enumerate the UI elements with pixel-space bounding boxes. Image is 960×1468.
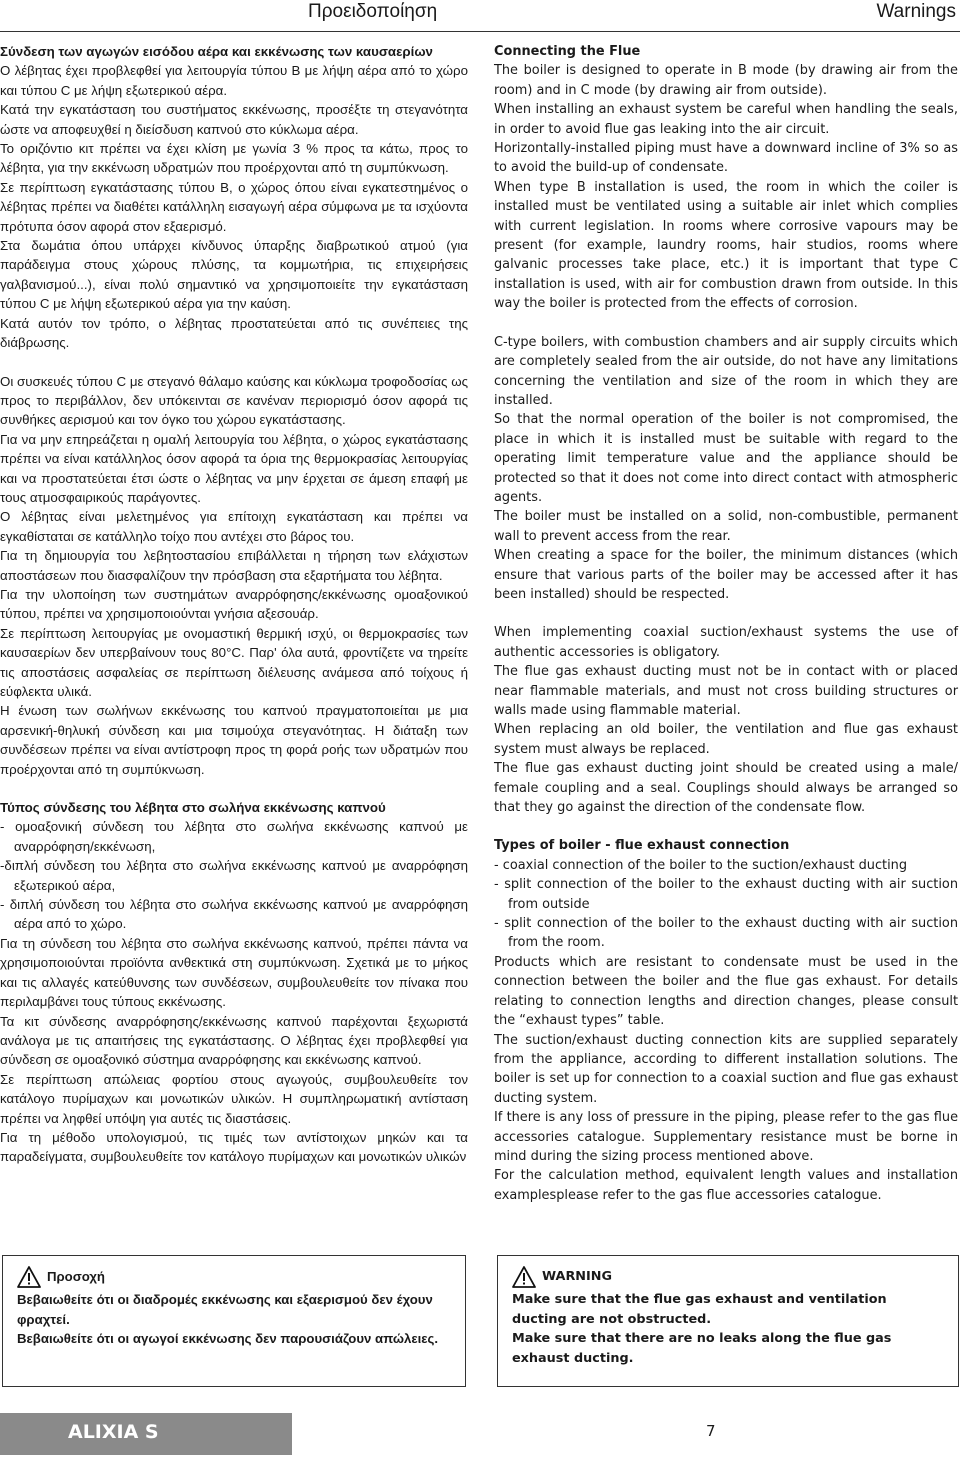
paragraph: Ο λέβητας είναι μελετημένος για επίτοιχη εγκατάσταση και πρέπει να εγκαθίσταται σε κατάλληλο τοίχο που αντέχει στο βάρος του. [0,509,468,544]
list-item: - split connection of the boiler to the exhaust ducting with air suction from the room. [494,916,958,951]
paragraph: The suction/exhaust ducting connection kits are supplied separately from the appliance, according to different installation solutions. The boiler is set up for connection to a coaxial suction and flue gas exhaust ducting system. [494,1032,958,1106]
paragraph: For the calculation method, equivalent length values and installation examplesplease refer to the gas flue accessories catalogue. [494,1168,958,1203]
page-number: 7 [706,1422,716,1440]
footer-product-banner [0,1413,292,1455]
paragraph: C-type boilers, with combustion chambers and air supply circuits which are completely sealed from the air outside, do not have any limitations concerning the ventilation and size of the room in which they are installed. [494,334,958,408]
paragraph: Για τη μέθοδο υπολογισμού, τις τιμές των αντίστοιχων μηκών και τα παραδείγματα, συμβουλευθείτε τον κατάλογο πυρίμαχων και μονωτικών υλικών [0,1129,468,1165]
paragraph: Για τη δημιουργία του λεβητοστασίου επιβάλλεται η τήρηση των ελάχιστων αποστάσεων που διασφαλίζουν την πρόσβαση στα εξαρτήματα του λέβητα. [0,548,468,583]
paragraph: Για την υλοποίηση των συστημάτων αναρρόφησης/εκκένωσης ομοαξονικού τύπου, πρέπει να χρησιμοποιούνται γνήσια αξεσουάρ. [0,586,468,622]
paragraph: When creating a space for the boiler, the minimum distances (which ensure that various parts of the boiler may be accessed after it has been installed) should be respected. [494,548,958,602]
warning-text: Βεβαιωθείτε ότι οι διαδρομές εκκένωσης και εξαερισμού δεν έχουν φραχτεί. [17,1292,433,1327]
paragraph: Σε περίπτωση εγκατάστασης τύπου B, ο χώρος όπου είναι εγκατεστημένος ο λέβητας πρέπει να διαθέτει κατάλληλη εισαγωγή αέρα σύμφωνα με τα ισχύοντα πρότυπα όσον αφορά στον εξαερισμό. [0,179,468,234]
warning-title: Προσοχή [47,1269,105,1285]
section-title: Types of boiler - flue exhaust connection [494,838,790,854]
english-column [494,42,958,1205]
warning-triangle-icon [512,1266,536,1288]
warning-triangle-icon [17,1266,41,1288]
list-item: - split connection of the boiler to the exhaust ducting with air suction from outside [494,877,958,912]
list-item: - διπλή σύνδεση του λέβητα στο σωλήνα εκκένωσης καπνού με αναρρόφηση αέρα από το χώρο. [0,897,468,932]
list-item: - coaxial connection of the boiler to the suction/exhaust ducting [494,857,908,873]
header-title-english: Warnings [876,1,956,22]
paragraph: Στα δωμάτια όπου υπάρχει κίνδυνος ύπαρξης διαβρωτικού ατμού (για παράδειγμα στους χώρους πλύσης, τα κομμωτήρια, τις επιχειρήσεις γαλβανισμού...), είναι πολύ σημαντικό να χρησιμοποιείτε την εγκατάσταση τύπου C με λήψη εξωτερικού αέρα για την καύση. [0,238,468,312]
paragraph: Products which are resistant to condensate must be used in the connection between the boiler and the flue gas exhaust. For details relating to connection lengths and direction changes, please consult the “exhaust types” table. [494,954,958,1029]
paragraph: Το οριζόντιο κιτ πρέπει να έχει κλίση με γωνία 3 % προς τα κάτω, προς το λέβητα, για την εκκένωση υδρατμών που προέρχονται από τη συμπύκνωση. [0,141,468,176]
list-item: -διπλή σύνδεση του λέβητα στο σωλήνα εκκένωσης καπνού με αναρρόφηση εξωτερικού αέρα, [0,858,468,893]
section-title: Σύνδεση των αγωγών εισόδου αέρα και εκκένωσης των καυσαερίων [0,44,433,59]
paragraph: Οι συσκευές τύπου C με στεγανό θάλαμο καύσης και κύκλωμα τροφοδοσίας ως προς το περιβάλλον, δεν υπόκεινται σε κανέναν περιορισμό όσον αφορά τις συνθήκες αερισμού και τον όγκο του χώρου εγκατάστασης. [0,373,468,428]
paragraph: Η ένωση των σωλήνων εκκένωσης του καπνού πραγματοποιείται με μια αρσενική-θηλυκή σύνδεση και μια τσιμούχα στεγανότητας. Η διάταξη των συνδέσεων πρέπει να είναι αντίστροφη προς τη φορά ροής των υδρατμών που προέρχονται από τη συμπύκνωση. [0,703,468,777]
paragraph: When type B installation is used, the room in which the coiler is installed must be ventilated using a suitable air inlet which complies with current legislation. In rooms where corrosive vapours may be present (for example, laundry rooms, hair studios, rooms where galvanic processes take place, etc.) it is important that type C installation is used, with air for combustion drawn from outside. In this way the boiler is protected from the effects of corrosion. [494,179,958,312]
list-item: - ομοαξονική σύνδεση του λέβητα στο σωλήνα εκκένωσης καπνού με αναρρόφηση/εκκένωση, [0,819,468,854]
paragraph: The flue gas exhaust ducting joint should be created using a male/ female coupling and a seal. Couplings should always be arranged so that they go against the direction of the condensate flow. [494,761,958,816]
warning-text: Make sure that the flue gas exhaust and ventilation ducting are not obstructed. [512,1292,887,1327]
page-header [0,0,960,32]
paragraph: So that the normal operation of the boiler is not compromised, the place in which it is installed must be suitable with regard to the operating limit temperature value and the appliance should be protected so that it does not come into direct contact with atmospheric agents. [494,412,958,505]
product-name: ALIXIA S [68,1421,159,1443]
paragraph: Σε περίπτωση λειτουργίας με ονομαστική θερμική ισχύ, οι θερμοκρασίες των καυσαερίων δεν υπερβαίνουν τους 80°C. Παρ' όλα αυτά, φροντίζετε να τηρείτε τις αποστάσεις ασφαλείας σε περίπτωση διέλευσης ανάμεσα από τοίχους ή εύφλεκτα υλικά. [0,625,468,699]
warning-text: Make sure that there are no leaks along the flue gas exhaust ducting. [512,1331,892,1366]
warning-title: WARNING [542,1269,612,1285]
paragraph: Για τη σύνδεση του λέβητα στο σωλήνα εκκένωσης καπνού, πρέπει πάντα να χρησιμοποιούνται προϊόντα ανθεκτικά στη συμπύκνωση. Σχετικά με το μήκος και τις αλλαγές κατεύθυνσης των συνδέσεων, συμβουλευθείτε τον πίνακα που περιλαμβάνει τους τύπους εκκένωσης. [0,935,468,1010]
paragraph: Horizontally-installed piping must have a downward incline of 3% so as to avoid the build-up of condensate. [494,141,958,176]
paragraph: Τα κιτ σύνδεσης αναρρόφησης/εκκένωσης καπνού παρέχονται ξεχωριστά ανάλογα με τις απαιτήσεις της εγκατάστασης. Ο λέβητας έχει προβλεφθεί για σύνδεση σε ομοαξονικό σύστημα αναρρόφησης και εκκένωσης καπνού. [0,1013,468,1068]
paragraph: Σε περίπτωση απώλειας φορτίου στους αγωγούς, συμβουλευθείτε τον κατάλογο πυρίμαχων και μονωτικών υλικών. Η συμπληρωματική αντίσταση πρέπει να ληφθεί υπόψη για αυτές τις διαστάσεις. [0,1071,468,1126]
warning-box-english [497,1255,959,1387]
warning-box-greek [2,1255,466,1387]
paragraph: The flue gas exhaust ducting must not be in contact with or placed near flammable materials, and must not cross building structures or walls made using flammable material. [494,664,958,718]
paragraph: Για να μην επηρεάζεται η ομαλή λειτουργία του λέβητα, ο χώρος εγκατάστασης πρέπει να είναι κατάλληλος όσον αφορά τα όρια της θερμοκρασίας λειτουργίας και να προστατεύεται έτσι ώστε ο λέβητας να μην έρχεται σε άμεση επαφή με τους ατμοσφαιρικούς παράγοντες. [0,431,468,505]
section-title: Τύπος σύνδεσης του λέβητα στο σωλήνα εκκένωσης καπνού [0,800,386,816]
header-title-greek: Προειδοποίηση [308,1,438,22]
paragraph: When replacing an old boiler, the ventilation and flue gas exhaust system must always be replaced. [494,722,958,757]
greek-column [0,42,468,1167]
paragraph: Ο λέβητας έχει προβλεφθεί για λειτουργία τύπου B με λήψη αέρα από το χώρο και τύπου C με λήψη εξωτερικού αέρα. [0,63,468,98]
paragraph: Κατά αυτόν τον τρόπο, ο λέβητας προστατεύεται από τις συνέπειες της διάβρωσης. [0,315,468,351]
paragraph: When installing an exhaust system be careful when handling the seals, in order to avoid flue gas leaking into the air circuit. [494,102,958,137]
paragraph: The boiler is designed to operate in B mode (by drawing air from the room) and in C mode (by drawing air from outside). [494,63,958,98]
warning-text: Βεβαιωθείτε ότι οι αγωγοί εκκένωσης δεν παρουσιάζουν απώλειες. [17,1331,439,1347]
paragraph: If there is any loss of pressure in the piping, please refer to the gas flue accessories catalogue. Supplementary resistance must be borne in mind during the sizing process mentioned above. [494,1110,958,1164]
section-title: Connecting the Flue [494,44,641,59]
paragraph: The boiler must be installed on a solid, non-combustible, permanent wall to prevent access from the rear. [494,509,958,544]
paragraph: Κατά την εγκατάσταση του συστήματος εκκένωσης, προσέξτε τη στεγανότητα ώστε να αποφευχθεί η διείσδυση καπνού στο κύκλωμα αέρα. [0,102,468,137]
paragraph: When implementing coaxial suction/exhaust systems the use of authentic accessories is obligatory. [494,625,958,660]
